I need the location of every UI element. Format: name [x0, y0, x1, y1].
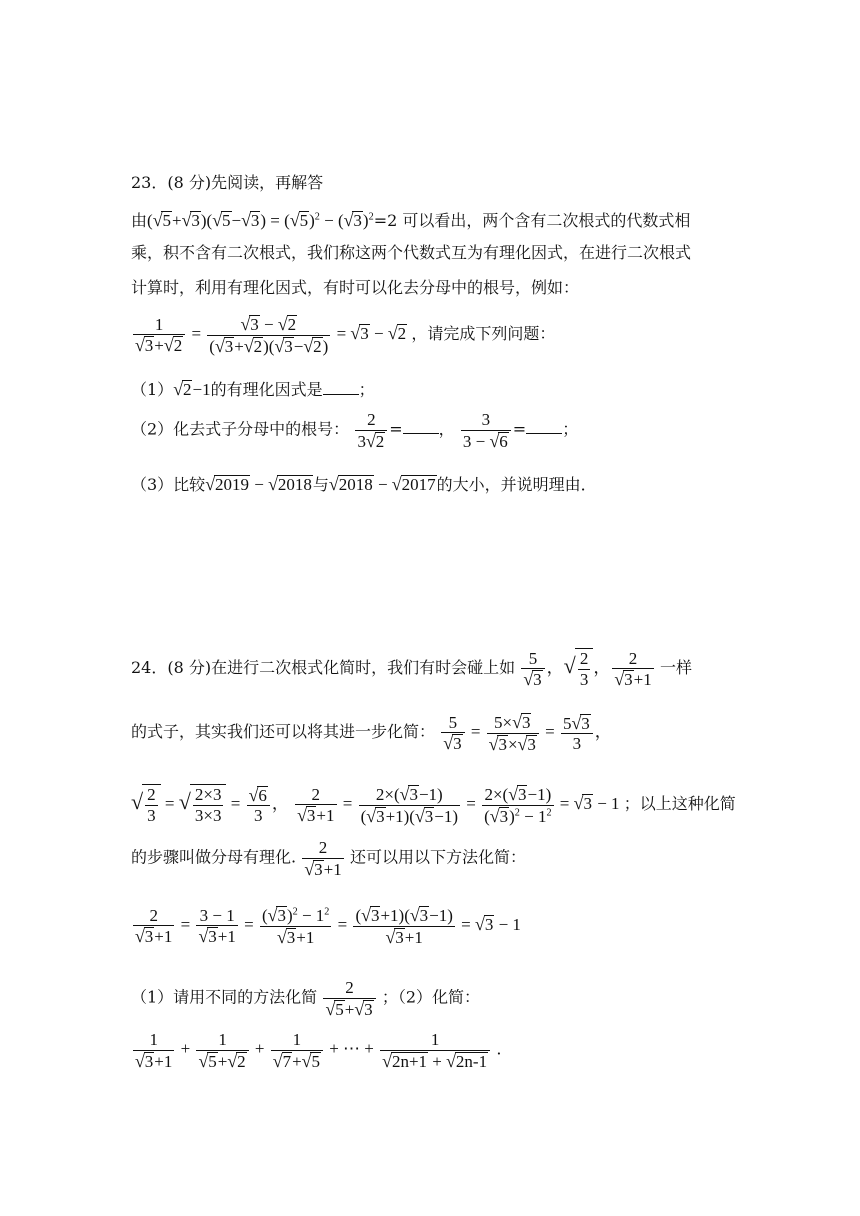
q24-final-expression: $\frac{1}{√3+1}$ + $\frac{1}{√5+√2}$ + $\frac{1}{√7+√5}$ + ⋯ + $\frac{1}{√2n+1 + √2n-1}$ . [135, 1030, 502, 1071]
q24-subquestions: （1）请用不同的方法化简 $\frac{2}{√5+√3}$ ；（2）化简： [131, 978, 481, 1019]
q23-example: $\frac{1}{√3+√2}$ = $\frac{√3 - √2}{(√3+√2)(√3-√2)}$ = √3 − √2 ，请完成下列问题： [135, 314, 556, 356]
q23-paragraph-3: 计算时，利用有理化因式，有时可以化去分母中的根号，例如： [131, 278, 580, 297]
answer-blank[interactable] [403, 419, 439, 434]
q24-alt-method: $\frac{2}{√3+1}$ = $\frac{3 - 1}{√3+1}$ = $\frac{(√3)^2 - 1^2}{√3+1}$ = $\frac{(√3+1)(√3-1)}{√3+1}$ = √3 − 1 [135, 905, 521, 947]
q24-paragraph-3: √ $\frac{2}{3}$ = √ $\frac{2\times 3}{3\times 3}$ = $\frac{√6}{3}$ ， $\frac{2}{√3+1}$ = $\frac{2\times(√3-1)}{(√3+1)(√3-1)}$ = $\frac{2\times(√3-1)}{(√3)^2 - 1^2}$ = √3 − 1 ；以上这种化简 [131, 784, 736, 826]
q23-header: 23．(8 分)先阅读，再解答 [131, 173, 324, 192]
q23-part-3: （3）比较√2019 − √2018与√2018 − √2017的大小，并说明理由． [131, 474, 597, 494]
q23-part-1: （1）√2−1的有理化因式是 ； [131, 379, 375, 399]
q24-header: 24．(8 分)在进行二次根式化简时，我们有时会碰上如 $\frac{5}{√3}$ ，√ $\frac{2}{3}$ ， $\frac{2}{√3+1}$ 一样 [131, 648, 692, 690]
answer-blank[interactable] [323, 380, 359, 395]
q23-intro: 由$(√5+√3)(√5-√3) = (√5)^2 - (√3)^2=2$ 可以看出，两个含有二次根式的代数式相 [131, 210, 691, 230]
answer-blank[interactable] [526, 419, 562, 434]
q24-paragraph-4: 的步骤叫做分母有理化. $\frac{2}{√3+1}$ 还可以用以下方法化简： [131, 838, 526, 879]
q23-part-2: （2）化去式子分母中的根号： $\frac{2}{3√2}$ = ， $\frac{3}{3 - √6}$ = ； [131, 410, 579, 451]
q23-paragraph-2: 乘，积不含有二次根式，我们称这两个代数式互为有理化因式，在进行二次根式 [131, 243, 692, 262]
q24-paragraph-2: 的式子，其实我们还可以将其进一步化简： $\frac{5}{√3}$ = $\frac{5\times√3}{√3\times√3}$ = $\frac{5√3}{3}$ ， [131, 712, 612, 754]
